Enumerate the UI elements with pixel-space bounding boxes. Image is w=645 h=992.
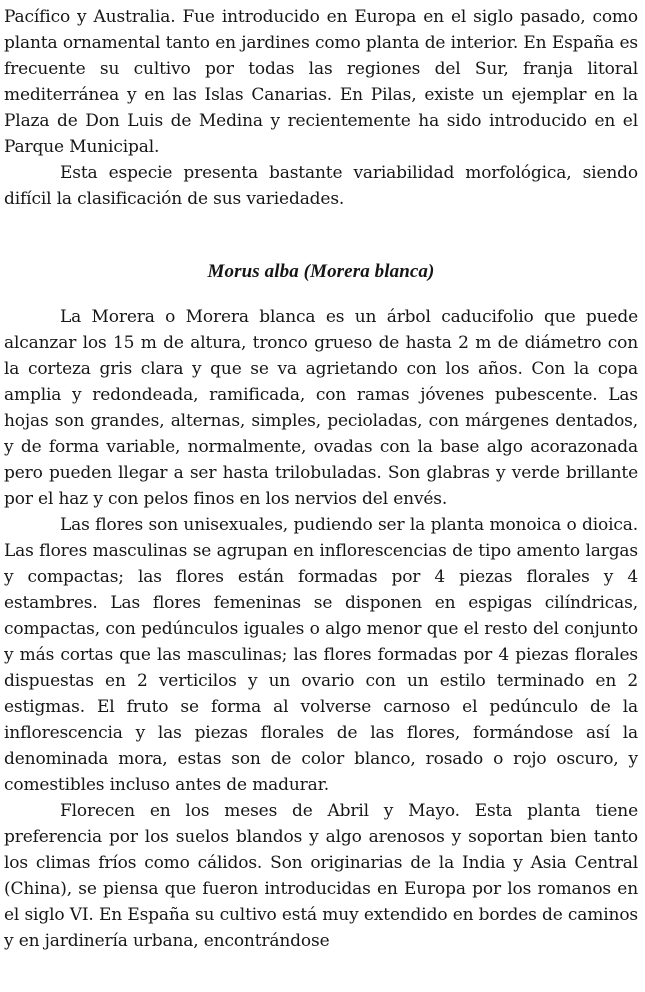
paragraph-description: La Morera o Morera blanca es un árbol caducifolio que puede alcanzar los 15 m de altura, tronco grueso de hasta 2 m de diámetro con la corteza gris clara y que se va agrietando con los años. Con la copa amplia y redondeada, ramificada, con ramas jóvenes pubescente. Las hojas son grandes, alternas, simples, pecioladas, con márgenes dentados, y de forma variable, normalmente, ovadas con la base algo acorazonada pero pueden llegar a ser hasta trilobuladas. Son glabras y verde brillante por el haz y con pelos finos en los nervios del envés. [4, 307, 638, 509]
section-spacer [4, 212, 638, 259]
paragraph-flowers: Las flores son unisexuales, pudiendo ser la planta monoica o dioica. Las flores masculinas se agrupan en inflorescencias de tipo amento largas y compactas; las flores están formadas por 4 piezas florales y 4 estambres. Las flores femeninas se disponen en espigas cilíndricas, compactas, con pedúnculos iguales o algo menor que el resto del conjunto y más cortas que las masculinas; las flores formadas por 4 piezas florales dispuestas en 2 verticilos y un ovario con un estilo terminado en 2 estigmas. El fruto se forma al volverse carnoso el pedúnculo de la inflorescencia y las piezas florales de las flores, formándose así la denominada mora, estas son de color blanco, rosado o rojo oscuro, y comestibles incluso antes de madurar. [4, 515, 638, 795]
paragraph-flowering-distribution: Florecen en los meses de Abril y Mayo. Esta planta tiene preferencia por los suelos blandos y algo arenosos y soportan bien tanto los climas fríos como cálidos. Son originarias de la India y Asia Central (China), se piensa que fueron introducidas en Europa por los romanos en el siglo VI. En España su cultivo está muy extendido en bordes de caminos y en jardinería urbana, encontrándose [4, 801, 638, 951]
document-page [4, 4, 638, 954]
heading-spacer [4, 285, 638, 304]
paragraph-variability: Esta especie presenta bastante variabilidad morfológica, siendo difícil la clasificación de sus variedades. [4, 163, 638, 209]
section-heading: Morus alba (Morera blanca) [207, 261, 435, 282]
paragraph-intro-continuation: Pacífico y Australia. Fue introducido en Europa en el siglo pasado, como planta ornamental tanto en jardines como planta de interior. En España es frecuente su cultivo por todas las regiones del Sur, franja litoral mediterránea y en las Islas Canarias. En Pilas, existe un ejemplar en la Plaza de Don Luis de Medina y recientemente ha sido introducido en el Parque Municipal. [4, 7, 638, 157]
